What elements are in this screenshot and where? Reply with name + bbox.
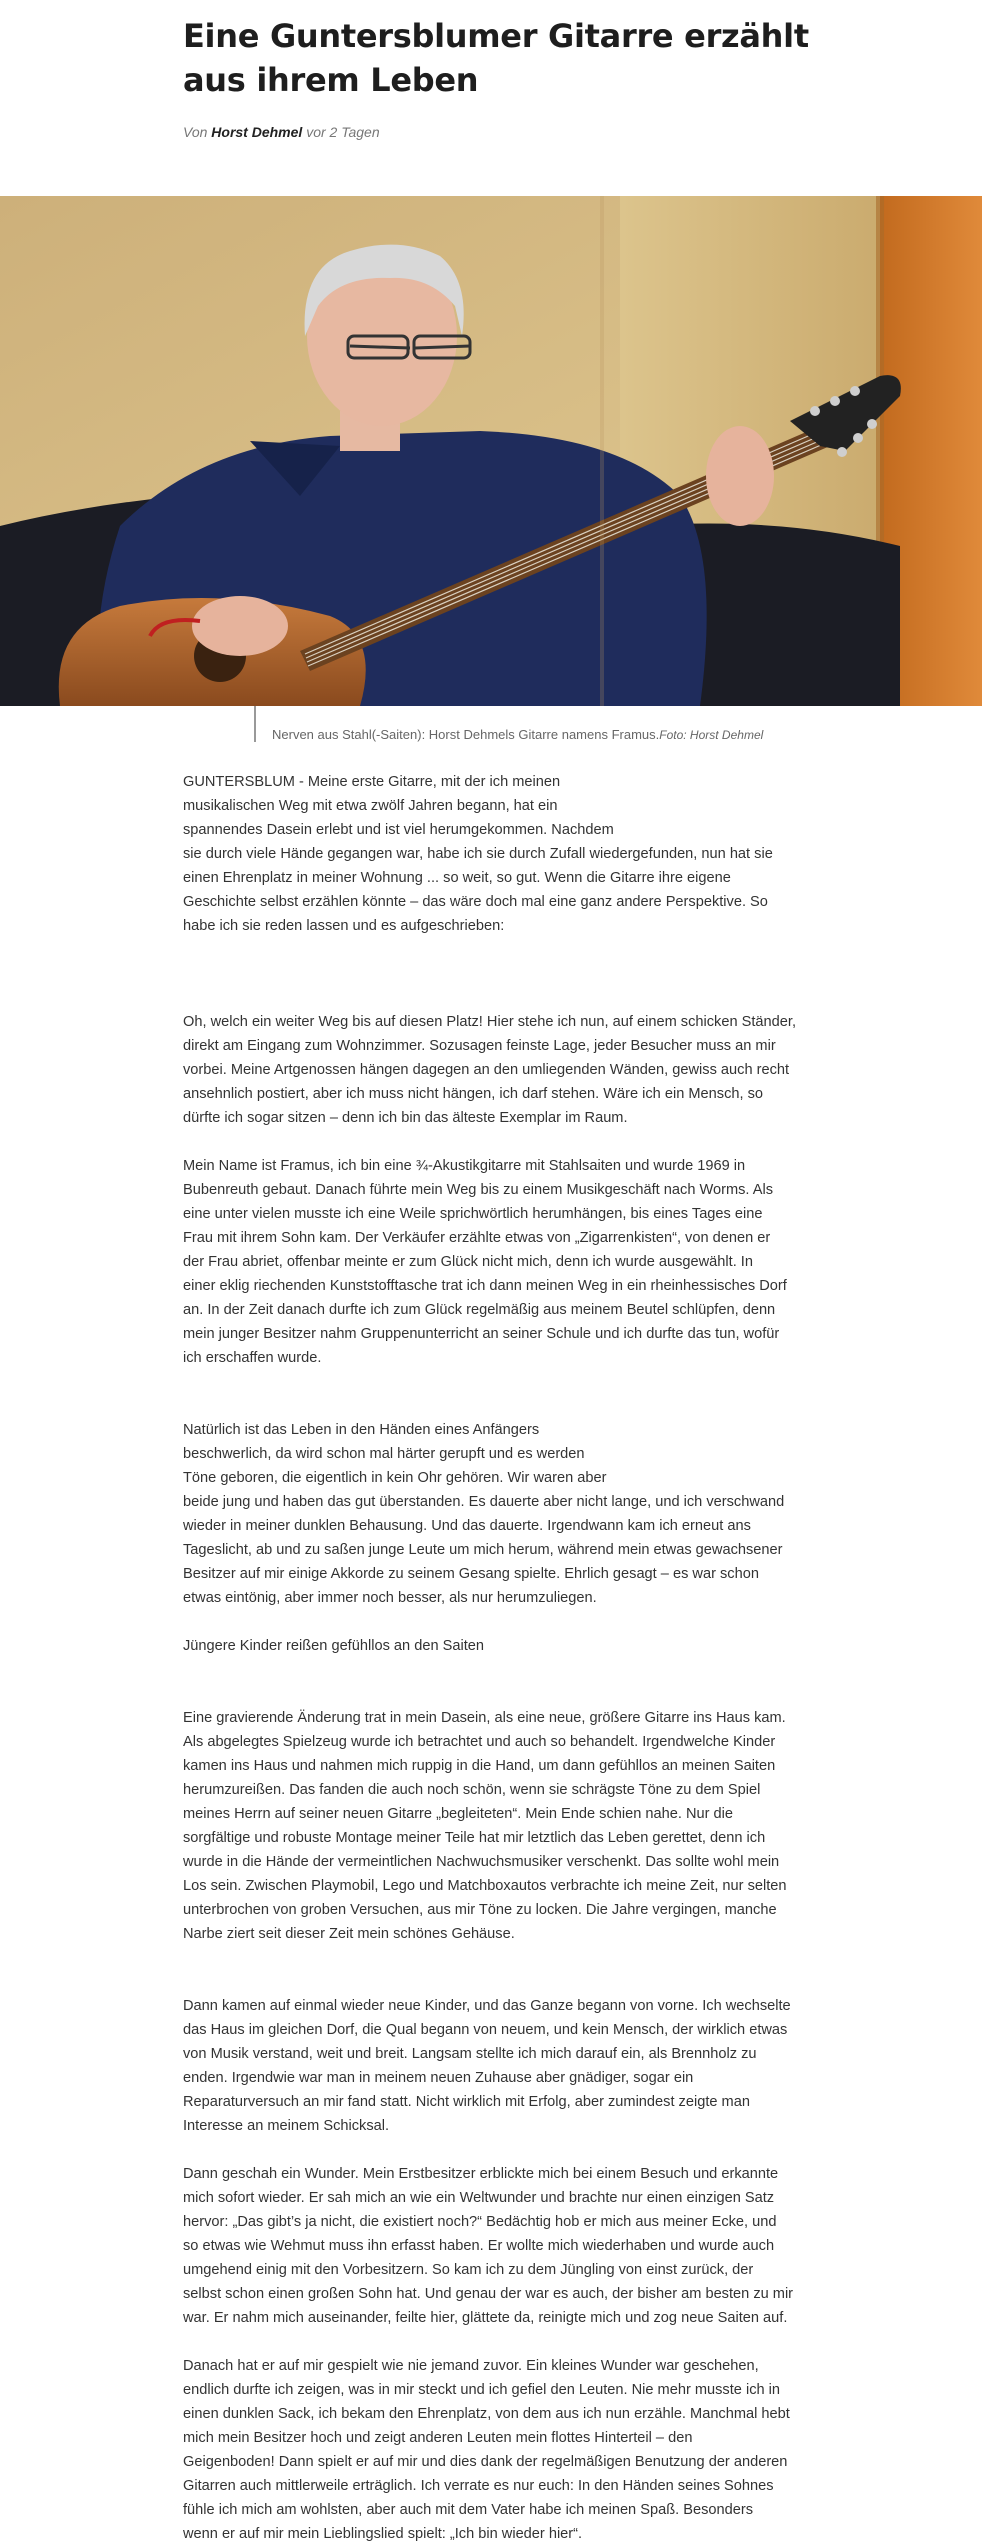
paragraph-line: wenn er auf mir mein Lieblingslied spielt: „Ich bin wieder hier“. [183, 2526, 583, 2542]
paragraph-line: Frau mit ihrem Sohn kam. Der Verkäufer erzählte etwas von „Zigarrenkisten“, von denen er [183, 1230, 771, 1246]
article-paragraph [183, 2354, 803, 2546]
paragraph-line: endlich durfte ich zeigen, was in mir steckt und ich gefiel den Leuten. Nie mehr musste ich in [183, 2382, 781, 2398]
article-paragraph [183, 770, 803, 938]
paragraph-line: vorbei. Meine Artgenossen hängen dagegen an den umliegenden Wänden, gewiss auch recht [183, 1062, 790, 1078]
paragraph-line: direkt am Eingang zum Wohnzimmer. Sozusagen feinste Lage, jeder Besucher muss an mir [183, 1038, 776, 1054]
paragraph-line: Danach hat er auf mir gespielt wie nie jemand zuvor. Ein kleines Wunder war geschehen, [183, 2358, 759, 2374]
paragraph-line: Oh, welch ein weiter Weg bis auf diesen Platz! Hier stehe ich nun, auf einem schicken Ständer, [183, 1014, 796, 1030]
article-paragraph [183, 1010, 803, 1130]
guitarist-photo [0, 196, 982, 706]
article-body [183, 770, 803, 2546]
caption-credit: Foto: Horst Dehmel [659, 728, 764, 742]
paragraph-line: einen dunklen Sack, ich bekam den Ehrenplatz, von dem aus ich nun erzähle. Manchmal hebt [183, 2406, 790, 2422]
section-subheading [183, 1634, 803, 1658]
paragraph-line: so etwas wie Wehmut muss ihn erfasst haben. Er wollte mich wiederhaben und wurde auch [183, 2238, 775, 2254]
author-link[interactable]: Horst Dehmel [211, 124, 303, 140]
paragraph-line: von Musik verstand, weit und breit. Langsam stellte ich mich darauf ein, als Brennholz zu [183, 2046, 757, 2062]
paragraph-line: Bubenreuth gebaut. Danach führte mein Weg bis zu einem Musikgeschäft nach Worms. Als [183, 1182, 774, 1198]
paragraph-line: dürfte ich sogar sitzen – denn ich bin das älteste Exemplar im Raum. [183, 1110, 628, 1126]
paragraph-line: musikalischen Weg mit etwa zwölf Jahren begann, hat ein [183, 798, 558, 814]
paragraph-line: umgehend einig mit den Vorbesitzern. So kam ich zu dem Jüngling von einst zurück, der [183, 2262, 754, 2278]
image-caption [272, 727, 763, 742]
paragraph-line: Jüngere Kinder reißen gefühllos an den Saiten [183, 1638, 484, 1654]
paragraph-line: war. Er nahm mich auseinander, feilte hier, glättete da, reinigte mich und zog neue Saiten auf. [183, 2310, 788, 2326]
article-paragraph [183, 1418, 803, 1610]
byline-date: vor 2 Tagen [302, 124, 380, 140]
paragraph-line: mich mein Besitzer hoch und zeigt anderen Leuten mein flottes Hinterteil – den [183, 2430, 693, 2446]
article-paragraph [183, 1994, 803, 2138]
paragraph-line: beschwerlich, da wird schon mal härter gerupft und es werden [183, 1446, 585, 1462]
paragraph-line: habe ich sie reden lassen und es aufgeschrieben: [183, 918, 505, 934]
paragraph-line: fühle ich mich am wohlsten, aber auch mit dem Vater habe ich meinen Spaß. Besonders [183, 2502, 753, 2518]
paragraph-line: mein junger Besitzer nahm Gruppenunterricht an seiner Schule und ich durfte das tun, wofür [183, 1326, 780, 1342]
paragraph-line: einer eklig riechenden Kunststofftasche trat ich dann meinen Weg in ein rheinhessisches Dorf [183, 1278, 787, 1294]
paragraph-line: Narbe ziert seit dieser Zeit mein schönes Gehäuse. [183, 1926, 515, 1942]
paragraph-line: Besitzer auf mir einige Akkorde zu seinem Gesang spielte. Ehrlich gesagt – es war schon [183, 1566, 759, 1582]
byline-prefix: Von [183, 124, 212, 140]
caption-text: Nerven aus Stahl(-Saiten): Horst Dehmels Gitarre namens Framus. [272, 727, 660, 742]
paragraph-line: Los sein. Zwischen Playmobil, Lego und Matchboxautos verbrachte ich meine Zeit, nur selten [183, 1878, 787, 1894]
paragraph-line: Interesse an meinem Schicksal. [183, 2118, 390, 2134]
paragraph-line: der Frau abriet, offenbar meinte er zum Glück nicht mich, denn ich wurde ausgewählt. In [183, 1254, 753, 1270]
paragraph-line: sorgfältige und robuste Montage meiner Teile hat mir letztlich das Leben gerettet, denn ich [183, 1830, 766, 1846]
paragraph-line: Dann kamen auf einmal wieder neue Kinder, und das Ganze begann von vorne. Ich wechselte [183, 1998, 791, 2014]
paragraph-line: Töne geboren, die eigentlich in kein Ohr gehören. Wir waren aber [183, 1470, 607, 1486]
paragraph-line: Als abgelegtes Spielzeug wurde ich betrachtet und auch so behandelt. Irgendwelche Kinder [183, 1734, 776, 1750]
paragraph-line: meines Herrn auf seiner neuen Gitarre „begleiteten“. Mein Ende schien nahe. Nur die [183, 1806, 734, 1822]
byline [183, 124, 380, 140]
hero-image [0, 196, 982, 706]
article-title: Eine Guntersblumer Gitarre erzählt aus ihrem Leben [183, 17, 809, 99]
paragraph-line: Eine gravierende Änderung trat in mein Dasein, als eine neue, größere Gitarre ins Haus kam. [183, 1710, 786, 1726]
paragraph-line: enden. Irgendwie war man in meinem neuen Zuhause aber gnädiger, sogar ein [183, 2070, 694, 2086]
paragraph-line: GUNTERSBLUM - Meine erste Gitarre, mit der ich meinen [183, 774, 561, 790]
paragraph-line: Dann geschah ein Wunder. Mein Erstbesitzer erblickte mich bei einem Besuch und erkannte [183, 2166, 779, 2182]
article-paragraph [183, 1706, 803, 1946]
paragraph-line: Tageslicht, ab und zu saßen junge Leute um mich herum, während mein etwas gewachsener [183, 1542, 783, 1558]
paragraph-line: Mein Name ist Framus, ich bin eine ¾-Akustikgitarre mit Stahlsaiten und wurde 1969 in [183, 1158, 746, 1174]
paragraph-line: etwas eintönig, aber immer noch besser, als nur herumzuliegen. [183, 1590, 597, 1606]
paragraph-line: Natürlich ist das Leben in den Händen eines Anfängers [183, 1422, 540, 1438]
paragraph-line: ansehnlich postiert, aber ich muss nicht hängen, ich darf stehen. Wäre ich ein Mensch, so [183, 1086, 764, 1102]
paragraph-line: herumzureißen. Das fanden die auch noch schön, wenn sie schrägste Töne zu dem Spiel [183, 1782, 761, 1798]
paragraph-line: ich erschaffen wurde. [183, 1350, 322, 1366]
paragraph-line: beide jung und haben das gut überstanden. Es dauerte aber nicht lange, und ich verschwand [183, 1494, 785, 1510]
paragraph-line: wieder in meiner dunklen Behausung. Und das dauerte. Irgendwann kam ich erneut ans [183, 1518, 751, 1534]
paragraph-line: an. In der Zeit danach durfte ich zum Glück regelmäßig aus meinem Beutel schlüpfen, denn [183, 1302, 776, 1318]
paragraph-line: sie durch viele Hände gegangen war, habe ich sie durch Zufall wiedergefunden, nun hat sie [183, 846, 773, 862]
paragraph-line: wurde in die Hände der vermeintlichen Nachwuchsmusiker verschenkt. Das sollte wohl mein [183, 1854, 780, 1870]
paragraph-line: Geigenboden! Dann spielt er auf mir und dies dank der regelmäßigen Benutzung der anderen [183, 2454, 788, 2470]
paragraph-line: kamen ins Haus und nahmen mich ruppig in die Hand, um dann gefühllos an meinen Saiten [183, 1758, 776, 1774]
paragraph-line: Gitarren auch mittlerweile erträglich. Ich verrate es nur euch: In den Händen seines Sohnes [183, 2478, 774, 2494]
paragraph-line: hervor: „Das gibt’s ja nicht, die existiert noch?“ Bedächtig hob er mich aus meiner Ecke, und [183, 2214, 777, 2230]
paragraph-line: spannendes Dasein erlebt und ist viel herumgekommen. Nachdem [183, 822, 614, 838]
paragraph-line: das Haus im gleichen Dorf, die Qual begann von neuem, und kein Mensch, der wirklich etwas [183, 2022, 788, 2038]
paragraph-line: selbst schon einen großen Sohn hat. Und genau der war es auch, der bisher am besten zu mir [183, 2286, 794, 2302]
caption-divider [254, 706, 256, 742]
paragraph-line: einen Ehrenplatz in meiner Wohnung ... so weit, so gut. Wenn die Gitarre ihre eigene [183, 870, 731, 886]
paragraph-line: Reparaturversuch an mir fand statt. Nicht wirklich mit Erfolg, aber zumindest zeigte man [183, 2094, 750, 2110]
paragraph-line: mich sofort wieder. Er sah mich an wie ein Weltwunder und brachte nur einen einzigen Satz [183, 2190, 775, 2206]
article-paragraph [183, 2162, 803, 2330]
paragraph-line: unterbrochen von groben Versuchen, aus mir Töne zu locken. Die Jahre vergingen, manche [183, 1902, 777, 1918]
article-paragraph [183, 1154, 803, 1370]
paragraph-line: Geschichte selbst erzählen könnte – das wäre doch mal eine ganz andere Perspektive. So [183, 894, 768, 910]
paragraph-line: eine unter vielen musste ich eine Weile sprichwörtlich herumhängen, bis eines Tages eine [183, 1206, 763, 1222]
